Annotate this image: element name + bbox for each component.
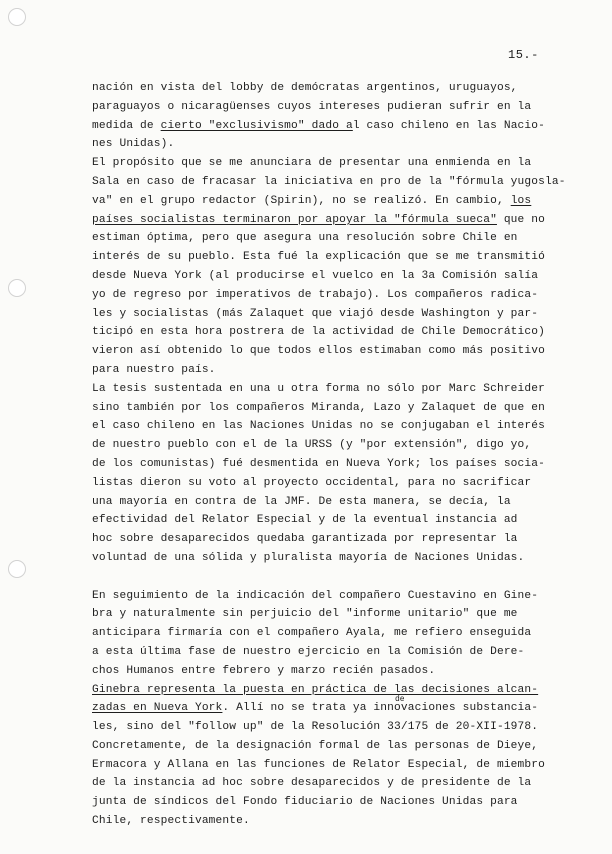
text-fragment: l caso chileno en las Nacio- (352, 119, 546, 132)
text-line: Chile, respectivamente. (92, 815, 250, 828)
text-line: chos Humanos entre febrero y marzo recién pasados. (92, 664, 436, 677)
punch-hole (8, 8, 26, 26)
text-line: para nuestro país. (92, 363, 216, 376)
text-line: nes Unidas). (92, 138, 175, 151)
text-line (92, 117, 578, 136)
underlined-text: Ginebra representa la puesta en práctica de las decisiones alcan- (92, 683, 539, 696)
text-fragment: . Allí no se trata ya innovaciones substancia- (222, 702, 539, 715)
text-line: de los comunistas) fué desmentida en Nueva York; los países socia- (92, 457, 545, 470)
text-line: paraguayos o nicaragüenses cuyos intereses pudieran sufrir en la (92, 100, 532, 113)
overtyped-correction: de (395, 695, 405, 705)
text-line: junta de síndicos del Fondo fiduciario de Naciones Unidas para (92, 796, 518, 809)
text-line: nación en vista del lobby de demócratas argentinos, uruguayos, (92, 82, 518, 94)
text-line (92, 211, 578, 230)
text-line: Ermacora y Allana en las funciones de Relator Especial, de miembro (92, 758, 545, 771)
body-text (92, 79, 578, 831)
underlined-text: países socialistas terminaron por apoyar la "fórmula sueca" (92, 213, 497, 226)
text-line: Sala en caso de fracasar la iniciativa en pro de la "fórmula yugosla- (92, 175, 566, 188)
text-line: vieron así obtenido lo que todos ellos estimaban como más positivo (92, 345, 545, 358)
text-line: yo de regreso por imperativos de trabajo). Los compañeros radica- (92, 288, 539, 301)
text-line: listas dieron su voto al proyecto occidental, para no sacrificar (92, 476, 532, 489)
text-line: efectividad del Relator Especial y de la eventual instancia ad (92, 514, 518, 527)
text-line: les y socialistas (más Zalaquet que viajó desde Washington y par- (92, 307, 539, 320)
underlined-text: zadas en Nueva York (92, 702, 223, 715)
underlined-text: cierto "exclusivismo" dado a (160, 119, 353, 132)
text-line: estiman óptima, pero que asegura una resolución sobre Chile en (92, 232, 518, 245)
text-line: El propósito que se me anunciara de presentar una enmienda en la (92, 157, 532, 170)
text-line: hoc sobre desaparecidos quedaba garantizada por representar la (92, 533, 518, 546)
paragraph-gap (92, 568, 578, 587)
text-line: una mayoría en contra de la JMF. De esta manera, se decía, la (92, 495, 511, 508)
text-line: anticipara firmaría con el compañero Ayala, me refiero enseguida (92, 627, 532, 640)
text-line: La tesis sustentada en una u otra forma no sólo por Marc Schreider (92, 382, 545, 395)
text-line: les, sino del "follow up" de la Resolución 33/175 de 20-XII-1978. (92, 721, 539, 734)
text-line (92, 695, 578, 718)
text-line (92, 192, 578, 211)
punch-hole (8, 560, 26, 578)
punch-hole (8, 279, 26, 297)
underlined-text: los (510, 194, 532, 207)
text-line: de la instancia ad hoc sobre desaparecidos y de presidente de la (92, 777, 532, 790)
text-line (92, 681, 578, 700)
text-line: de nuestro pueblo con el de la URSS (y "por extensión", digo yo, (92, 439, 532, 452)
text-line: En seguimiento de la indicación del compañero Cuestavino en Gine- (92, 589, 539, 602)
text-line: interés de su pueblo. Esta fué la explicación que se me transmitió (92, 251, 545, 264)
text-line: bra y naturalmente sin perjuicio del "informe unitario" que me (92, 608, 518, 621)
text-fragment: que no (496, 213, 545, 226)
text-line: Concretamente, de la designación formal de las personas de Dieye, (92, 739, 539, 752)
text-line: voluntad de una sólida y pluralista mayoría de Naciones Unidas. (92, 551, 525, 564)
text-line: ticipó en esta hora postrera de la actividad de Chile Democrático) (92, 326, 545, 339)
text-line: a esta última fase de nuestro ejercicio en la Comisión de Dere- (92, 645, 525, 658)
text-line: el caso chileno en las Naciones Unidas no se conjugaban el interés (92, 420, 545, 433)
page-number: 15.- (508, 48, 539, 62)
text-fragment: va" en el grupo redactor (Spirin), no se realizó. En cambio, (92, 194, 511, 207)
text-line: desde Nueva York (al producirse el vuelco en la 3a Comisión salía (92, 269, 539, 282)
text-line: sino también por los compañeros Miranda, Lazo y Zalaquet de que en (92, 401, 545, 414)
text-fragment: medida de (92, 119, 161, 132)
